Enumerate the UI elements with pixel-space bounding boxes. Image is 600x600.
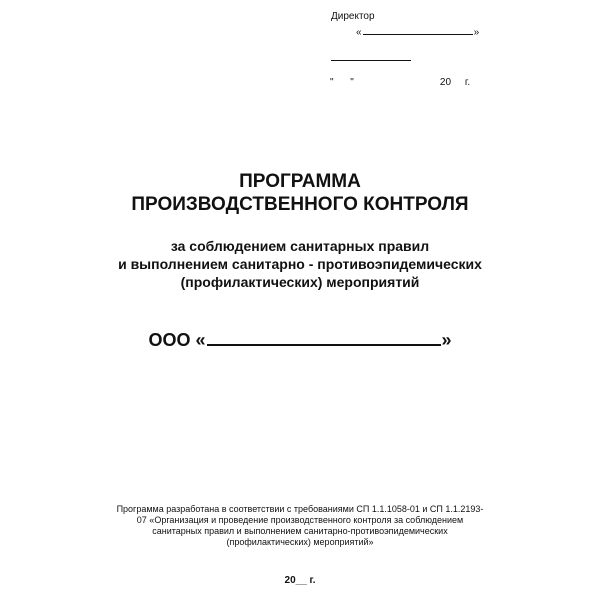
document-title-line-2: ПРОИЗВОДСТВЕННОГО КОНТРОЛЯ xyxy=(131,194,469,215)
document-title-line-1: ПРОГРАММА xyxy=(239,171,361,192)
footer-note-line-1: Программа разработана в соответствии с требованиями СП 1.1.1058-01 и СП 1.1.2193- xyxy=(116,504,484,514)
approval-name-field xyxy=(356,25,479,38)
approval-name-blank-line xyxy=(363,25,473,35)
organization-blank-line xyxy=(207,328,441,346)
approval-date: " " 20 г. xyxy=(330,77,471,88)
document-title xyxy=(0,170,600,216)
footer-note-line-3: санитарных правил и выполнением санитарно-противоэпидемических xyxy=(152,526,448,536)
document-subtitle-line-2: и выполнением санитарно - противоэпидемических xyxy=(118,256,482,272)
organization-suffix: » xyxy=(441,330,452,350)
approval-signature-line xyxy=(331,60,411,61)
organization-prefix: ООО « xyxy=(148,330,206,350)
organization-name-field xyxy=(0,328,600,351)
footer-note-line-4: (профилактических) мероприятий» xyxy=(226,537,374,547)
document-subtitle-line-3: (профилактических) мероприятий xyxy=(180,274,420,290)
approval-title: Директор xyxy=(331,11,375,22)
approval-name-close-quote: » xyxy=(473,27,480,38)
document-subtitle-line-1: за соблюдением санитарных правил xyxy=(170,238,430,254)
approval-name-open-quote: « xyxy=(356,27,362,38)
footer-note-line-2: 07 «Организация и проведение производственного контроля за соблюдением xyxy=(136,515,464,525)
document-year: 20__ г. xyxy=(284,575,316,586)
document-subtitle xyxy=(0,237,600,291)
footer-note xyxy=(90,504,510,548)
